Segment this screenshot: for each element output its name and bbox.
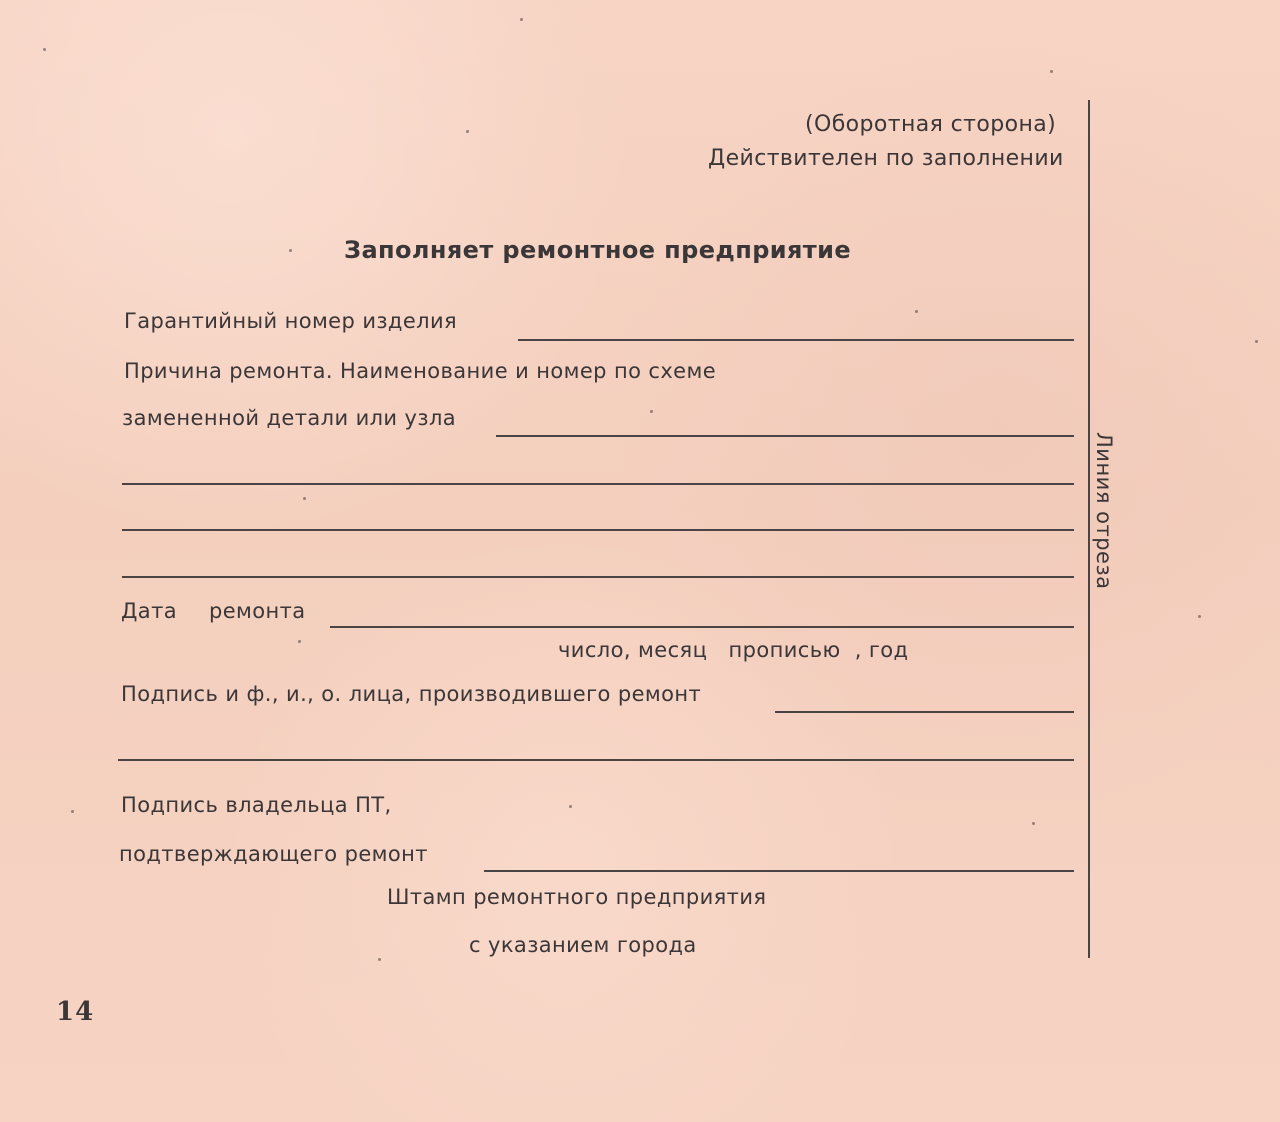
paper-speck	[378, 958, 381, 961]
paper-speck	[915, 310, 918, 313]
replaced-part-label: замененной детали или узла	[122, 406, 457, 430]
repair-reason-field-line-1[interactable]	[122, 483, 1074, 485]
form-title: Заполняет ремонтное предприятие	[344, 236, 852, 264]
owner-signature-label-line1: Подпись владельца ПТ,	[121, 793, 392, 817]
paper-speck	[1050, 70, 1053, 73]
paper-speck	[298, 640, 301, 643]
paper-speck	[71, 810, 74, 813]
repairer-signature-label: Подпись и ф., и., о. лица, производившего ремонт	[121, 682, 702, 706]
page-number: 14	[56, 997, 95, 1027]
repair-reason-label: Причина ремонта. Наименование и номер по схеме	[124, 359, 717, 383]
repair-reason-field-line-3[interactable]	[122, 576, 1074, 578]
repair-date-hint: число, месяц прописью , год	[558, 638, 909, 662]
paper-speck	[43, 48, 46, 51]
owner-signature-label-line2: подтверждающего ремонт	[119, 842, 428, 866]
repair-date-field[interactable]	[330, 626, 1074, 628]
paper-speck	[650, 410, 653, 413]
repairer-signature-field-line-2[interactable]	[118, 759, 1074, 761]
repair-date-label-word1: Дата	[121, 599, 177, 623]
paper-speck	[289, 249, 292, 252]
warranty-number-label: Гарантийный номер изделия	[124, 309, 458, 333]
reverse-side-label: (Оборотная сторона)	[805, 112, 1057, 137]
repair-date-label-word2: ремонта	[209, 599, 306, 623]
cut-line-label: Линия отреза	[1092, 432, 1116, 590]
replaced-part-field[interactable]	[496, 435, 1074, 437]
stamp-label-line2: с указанием города	[469, 933, 697, 957]
paper-speck	[1255, 340, 1258, 343]
stamp-label-line1: Штамп ремонтного предприятия	[387, 885, 767, 909]
paper-speck	[1032, 822, 1035, 825]
repairer-signature-field[interactable]	[775, 711, 1074, 713]
paper-speck	[466, 130, 469, 133]
paper-speck	[569, 805, 572, 808]
repair-reason-field-line-2[interactable]	[122, 529, 1074, 531]
paper-speck	[1198, 615, 1201, 618]
valid-when-filled-label: Действителен по заполнении	[708, 146, 1064, 171]
owner-signature-field[interactable]	[484, 870, 1074, 872]
paper-speck	[303, 497, 306, 500]
paper-speck	[520, 18, 523, 21]
warranty-number-field[interactable]	[518, 339, 1074, 341]
